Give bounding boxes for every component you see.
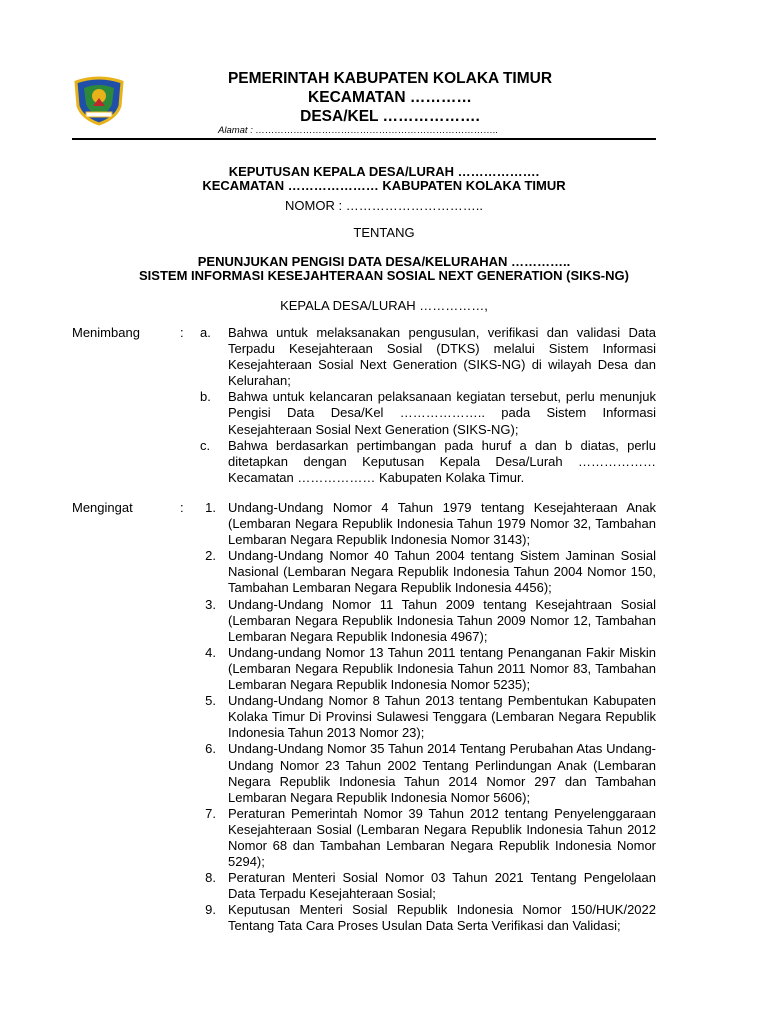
list-text: Peraturan Pemerintah Nomor 39 Tahun 2012 tentang Penyelenggaraan Kesejahteraan Sosial (Lembaran Negara Republik Indonesia Tahun 2012 Nomor 68 dan Tambahan Lembaran Negara Republik Indonesia Nomor 5294); xyxy=(228,805,656,870)
list-text: Bahwa untuk melaksanakan pengusulan, verifikasi dan validasi Data Terpadu Kesejahteraan Sosial (DTKS) melalui Sistem Informasi Kesejahteraan Sosial Next Generation (SIKS-NG) di wilayah Desa dan Kelurahan; xyxy=(228,325,656,389)
list-item xyxy=(200,500,656,548)
menimbang-list xyxy=(200,325,656,486)
mengingat-label: Mengingat xyxy=(72,500,133,515)
letterhead-divider xyxy=(72,138,656,140)
list-item xyxy=(200,438,656,486)
list-text: Undang-Undang Nomor 4 Tahun 1979 tentang Kesejahteraan Anak (Lembaran Negara Republik Indonesia Tahun 1979 Nomor 32, Tambahan Lembaran Negara Republik Indonesia Nomor 3143); xyxy=(228,500,656,548)
list-text: Undang-Undang Nomor 8 Tahun 2013 tentang Pembentukan Kabupaten Kolaka Timur Di Provinsi Sulawesi Tenggara (Lembaran Negara Republik Indonesia Tahun 2013 Nomor 23); xyxy=(228,693,656,741)
list-marker: 9. xyxy=(205,902,216,918)
list-marker: a. xyxy=(200,325,211,340)
menimbang-colon: : xyxy=(180,325,184,340)
list-item xyxy=(200,548,656,596)
decree-subject-line1: PENUNJUKAN PENGISI DATA DESA/KELURAHAN ………….. xyxy=(197,254,571,269)
letterhead-government: PEMERINTAH KABUPATEN KOLAKA TIMUR xyxy=(227,70,553,87)
decree-subject-line2: SISTEM INFORMASI KESEJAHTERAAN SOSIAL NEXT GENERATION (SIKS-NG) xyxy=(139,268,629,283)
list-text: Undang-undang Nomor 13 Tahun 2011 tentang Penanganan Fakir Miskin (Lembaran Negara Republik Indonesia Tahun 2011 Nomor 83, Tambahan Lembaran Negara Republik Indonesia Nomor 5235); xyxy=(228,644,656,693)
list-marker: c. xyxy=(200,437,211,453)
letterhead-village: DESA/KEL ………………. xyxy=(300,108,480,125)
mengingat-colon: : xyxy=(180,500,184,515)
list-item xyxy=(200,325,656,389)
decree-number: NOMOR : ………………………….. xyxy=(285,198,483,213)
list-marker: 3. xyxy=(205,596,216,612)
list-marker: 7. xyxy=(205,805,216,821)
list-item xyxy=(200,741,656,805)
list-text: Keputusan Menteri Sosial Republik Indonesia Nomor 150/HUK/2022 Tentang Tata Cara Proses Usulan Data Serta Verifikasi dan Validasi; xyxy=(228,902,656,934)
mengingat-list xyxy=(200,500,656,935)
list-marker: 1. xyxy=(205,500,216,515)
list-text: Peraturan Menteri Sosial Nomor 03 Tahun 2021 Tentang Pengelolaan Data Terpadu Kesejahteraan Sosial; xyxy=(228,870,656,902)
list-item xyxy=(200,645,656,693)
decree-issuer: KEPALA DESA/LURAH ……………, xyxy=(280,298,488,313)
list-item xyxy=(200,693,656,741)
regency-emblem-icon xyxy=(72,76,126,126)
list-item xyxy=(200,806,656,870)
list-text: Bahwa berdasarkan pertimbangan pada huruf a dan b diatas, perlu ditetapkan dengan Keputusan Kepala Desa/Lurah ……………… Kecamatan ……………… Kabupaten Kolaka Timur. xyxy=(228,437,656,485)
decree-tentang: TENTANG xyxy=(353,225,415,240)
decree-title-line1: KEPUTUSAN KEPALA DESA/LURAH ………………. xyxy=(228,164,540,179)
list-item xyxy=(200,389,656,437)
list-marker: 6. xyxy=(205,741,216,757)
letterhead-address: Alamat : ………………………………………………………………….. xyxy=(218,125,499,136)
list-item xyxy=(200,870,656,902)
list-marker: 2. xyxy=(205,548,216,564)
menimbang-label: Menimbang xyxy=(72,325,140,340)
list-marker: 5. xyxy=(205,693,216,709)
list-text: Undang-Undang Nomor 40 Tahun 2004 tentang Sistem Jaminan Sosial Nasional (Lembaran Negara Republik Indonesia Tahun 2004 Nomor 150, Tambahan Lembaran Negara Republik Indonesia 4456); xyxy=(228,548,656,596)
list-item xyxy=(200,902,656,934)
list-text: Undang-Undang Nomor 35 Tahun 2014 Tentang Perubahan Atas Undang-Undang Nomor 23 Tahun 2002 Tentang Perlindungan Anak (Lembaran Negara Republik Indonesia Tahun 2014 Nomor 297 dan Tambahan Lembaran Negara Republik Indonesia Nomor 5606); xyxy=(228,741,656,805)
list-item xyxy=(200,597,656,645)
list-text: Bahwa untuk kelancaran pelaksanaan kegiatan tersebut, perlu menunjuk Pengisi Data Desa/Kel ……………….. pada Sistem Informasi Kesejahteraan Sosial Next Generation (SIKS-NG); xyxy=(228,389,656,437)
decree-title-line2: KECAMATAN ………………… KABUPATEN KOLAKA TIMUR xyxy=(202,178,566,193)
list-marker: 8. xyxy=(205,870,216,886)
letterhead-district: KECAMATAN ………… xyxy=(308,89,472,106)
list-text: Undang-Undang Nomor 11 Tahun 2009 tentang Kesejahtraan Sosial (Lembaran Negara Republik Indonesia Tahun 2009 Nomor 12, Tambahan Lembaran Negara Republik Indonesia 4967); xyxy=(228,596,656,644)
list-marker: b. xyxy=(200,389,211,405)
list-marker: 4. xyxy=(205,644,216,660)
